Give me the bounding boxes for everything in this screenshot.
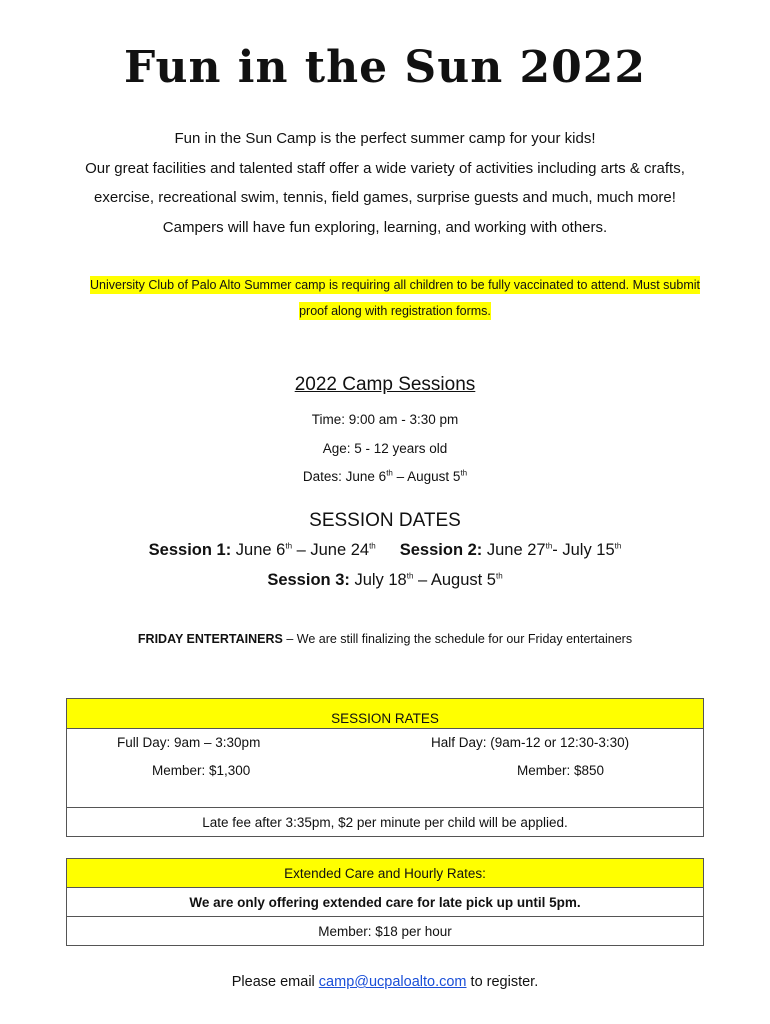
registration-note	[0, 974, 770, 990]
registration-email-link[interactable]: camp@ucpaloalto.com	[318, 974, 467, 990]
session-rates-body	[67, 729, 704, 808]
vaccination-notice-line: University Club of Palo Alto Summer camp is requiring all children to be fully vaccinated to attend. Must submit	[90, 278, 700, 292]
friday-entertainers-note	[0, 632, 770, 646]
intro-line: Our great facilities and talented staff offer a wide variety of activities including arts & crafts,	[85, 159, 685, 177]
extended-care-heading: Extended Care and Hourly Rates:	[67, 859, 704, 888]
half-day-member-rate: Member: $850	[517, 763, 605, 778]
camp-sessions-heading: 2022 Camp Sessions	[294, 374, 476, 395]
session-rates-table	[66, 698, 704, 837]
session-2-end: - July 15	[552, 541, 615, 559]
camp-dates	[0, 469, 770, 484]
session-1-start: June 6	[231, 541, 286, 559]
intro-paragraph	[20, 124, 750, 242]
friday-entertainers-label: FRIDAY ENTERTAINERS	[137, 632, 283, 646]
session-2-label: Session 2:	[399, 541, 483, 559]
session-3-label: Session 3:	[267, 571, 350, 589]
session-rates-heading: SESSION RATES	[67, 699, 704, 729]
registration-suffix: to register.	[466, 974, 539, 990]
session-1-label: Session 1:	[148, 541, 232, 559]
half-day-hours: Half Day: (9am-12 or 12:30-3:30)	[431, 735, 630, 750]
session-row-3	[0, 571, 770, 590]
ordinal-suffix: th	[496, 571, 503, 581]
late-fee-note: Late fee after 3:35pm, $2 per minute per child will be applied.	[67, 808, 704, 837]
intro-line: Campers will have fun exploring, learning, and working with others.	[162, 218, 608, 236]
extended-care-member-rate: Member: $18 per hour	[67, 917, 704, 946]
ordinal-suffix: th	[545, 541, 553, 551]
camp-time: Time: 9:00 am - 3:30 pm	[311, 412, 459, 427]
extended-care-table	[66, 858, 704, 946]
session-1-end: – June 24	[292, 541, 370, 559]
camp-dates-start: Dates: June 6	[302, 469, 387, 484]
vaccination-notice-line: proof along with registration forms.	[299, 304, 491, 318]
ordinal-suffix: th	[285, 541, 293, 551]
session-dates-heading: SESSION DATES	[309, 510, 461, 531]
ordinal-suffix: th	[386, 468, 393, 478]
ordinal-suffix: th	[369, 541, 376, 551]
session-3-start: July 18	[349, 571, 407, 589]
page-title: Fun in the Sun 2022	[124, 42, 646, 93]
camp-dates-end: – August 5	[392, 469, 461, 484]
intro-line: exercise, recreational swim, tennis, field games, surprise guests and much, much more!	[94, 189, 676, 206]
ordinal-suffix: th	[406, 571, 414, 581]
camp-age: Age: 5 - 12 years old	[322, 441, 448, 456]
session-3-end: – August 5	[413, 571, 496, 589]
full-day-member-rate: Member: $1,300	[152, 763, 251, 778]
session-row-1-2	[0, 541, 770, 560]
intro-line: Fun in the Sun Camp is the perfect summer camp for your kids!	[174, 130, 596, 147]
vaccination-notice	[50, 272, 740, 324]
extended-care-notice: We are only offering extended care for late pick up until 5pm.	[67, 888, 704, 917]
session-2-start: June 27	[482, 541, 546, 559]
full-day-hours: Full Day: 9am – 3:30pm	[117, 735, 261, 750]
ordinal-suffix: th	[460, 468, 468, 478]
friday-entertainers-text: – We are still finalizing the schedule for our Friday entertainers	[282, 632, 633, 646]
registration-prefix: Please email	[231, 974, 319, 990]
ordinal-suffix: th	[614, 541, 622, 551]
